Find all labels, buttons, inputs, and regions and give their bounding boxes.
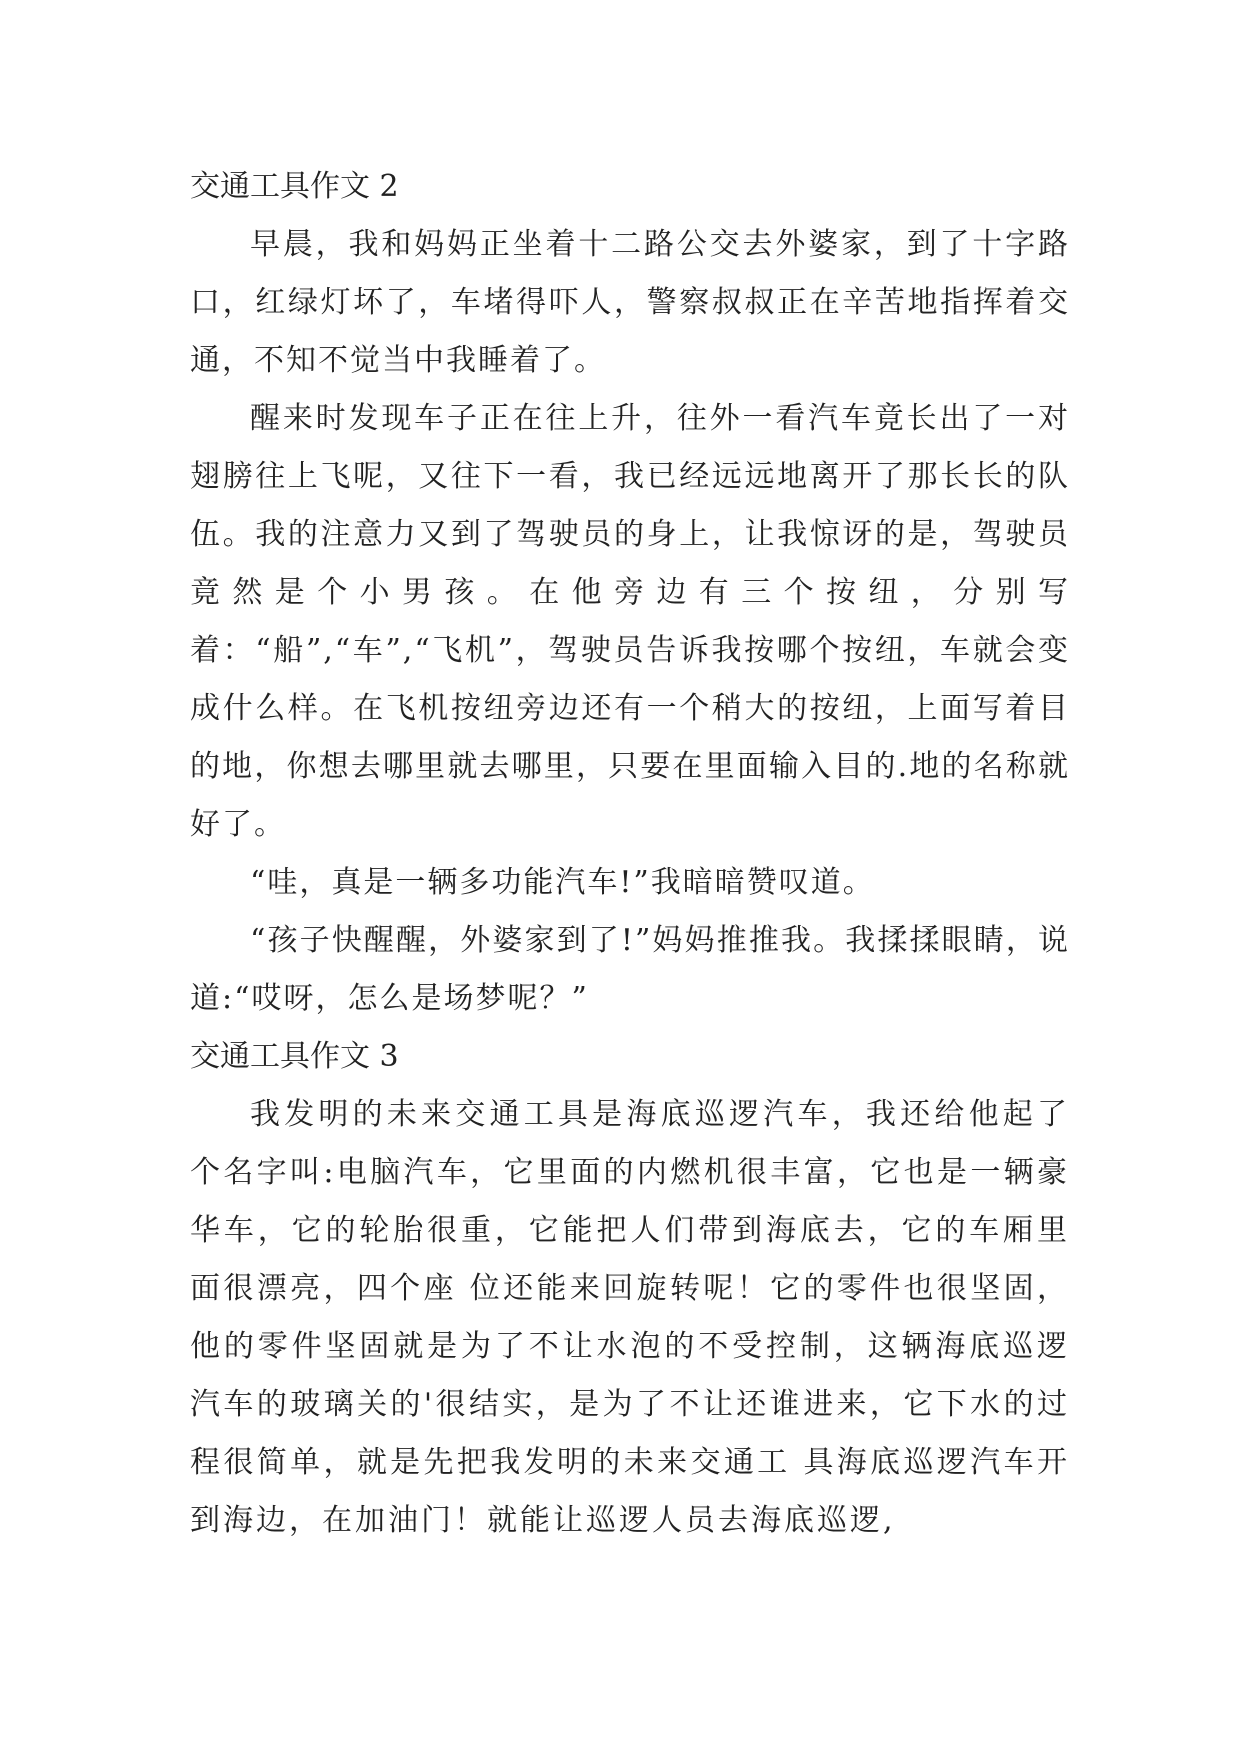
paragraph: “孩子快醒醒，外婆家到了!”妈妈推推我。我揉揉眼睛，说道:“哎呀，怎么是场梦呢？”: [190, 923, 1070, 1016]
document-body: [190, 158, 1070, 1550]
section-heading: 交通工具作文 3: [190, 1039, 399, 1074]
paragraph: 醒来时发现车子正在往上升，往外一看汽车竟长出了一对翅膀往上飞呢，又往下一看，我已经远远地离开了那长长的队伍。我的注意力又到了驾驶员的身上，让我惊讶的是，驾驶员竟然是个小男孩。在他旁边有三个按纽，分别写着：“船”,“车”,“飞机”，驾驶员告诉我按哪个按纽，车就会变成什么样。在飞机按纽旁边还有一个稍大的按纽，上面写着目的地，你想去哪里就去哪里，只要在里面输入目的.地的名称就好了。: [190, 401, 1070, 842]
section-heading: 交通工具作文 2: [190, 169, 399, 204]
paragraph: 我发明的未来交通工具是海底巡逻汽车，我还给他起了个名字叫:电脑汽车，它里面的内燃机很丰富，它也是一辆豪华车，它的轮胎很重，它能把人们带到海底去，它的车厢里面很漂亮，四个座 位还能来回旋转呢！它的零件也很坚固，他的零件坚固就是为了不让水泡的不受控制，这辆海底巡逻汽车的玻璃关的'很结实，是为了不让还谁进来，它下水的过程很简单，就是先把我发明的未来交通工 具海底巡逻汽车开到海边，在加油门！就能让巡逻人员去海底巡逻,: [190, 1097, 1070, 1538]
paragraph: “哇，真是一辆多功能汽车!”我暗暗赞叹道。: [250, 865, 875, 900]
paragraph: 早晨，我和妈妈正坐着十二路公交去外婆家，到了十字路口，红绿灯坏了，车堵得吓人，警察叔叔正在辛苦地指挥着交通，不知不觉当中我睡着了。: [190, 227, 1070, 378]
